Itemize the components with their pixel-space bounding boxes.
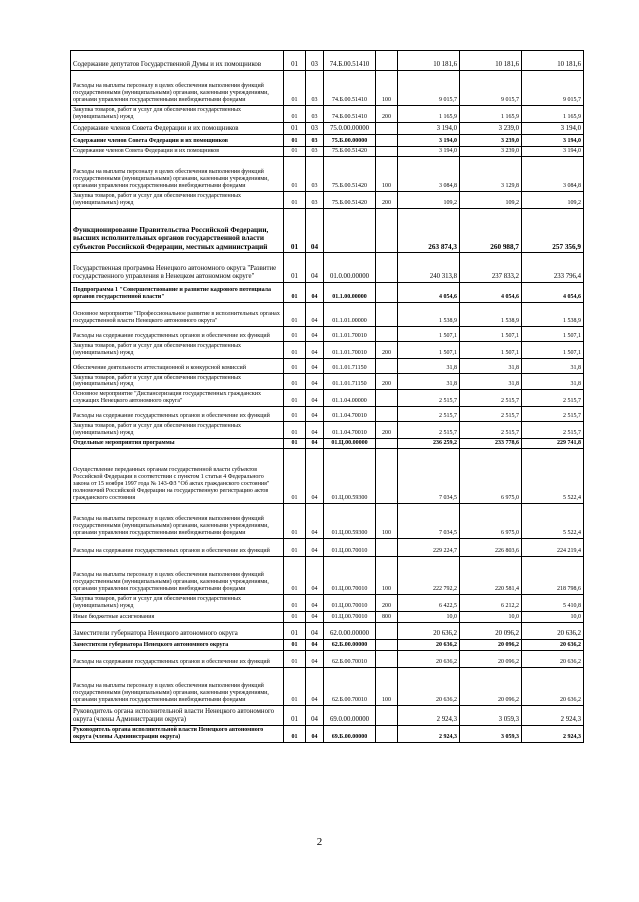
table-row	[71, 106, 584, 123]
amount-year-3: 20 636,2	[522, 667, 584, 705]
section-code: 01	[284, 438, 306, 448]
table-row	[71, 407, 584, 422]
section-code: 01	[284, 594, 306, 611]
article-code: 01.1.04.00000	[324, 390, 376, 407]
expense-type-code	[376, 122, 398, 134]
expense-type-code: 800	[376, 611, 398, 622]
article-code: 01.1.00.00000	[324, 282, 376, 302]
amount-year-2: 1 538,9	[460, 302, 522, 326]
amount-year-3: 1 507,1	[522, 341, 584, 358]
article-code: 01.Ц.00.59300	[324, 448, 376, 503]
subsection-code: 03	[306, 106, 324, 123]
subsection-code: 04	[306, 282, 324, 302]
expense-type-code: 200	[376, 373, 398, 390]
table-row	[71, 358, 584, 373]
amount-year-2: 1 507,1	[460, 341, 522, 358]
amount-year-2: 2 515,7	[460, 390, 522, 407]
expense-type-code	[376, 282, 398, 302]
subsection-code: 04	[306, 341, 324, 358]
section-code: 01	[284, 134, 306, 146]
section-code: 01	[284, 667, 306, 705]
article-code	[324, 208, 376, 252]
amount-year-2: 20 096,2	[460, 622, 522, 639]
expense-type-code	[376, 390, 398, 407]
amount-year-3: 2 924,3	[522, 725, 584, 742]
amount-year-1: 2 924,3	[398, 725, 460, 742]
amount-year-3: 3 084,8	[522, 156, 584, 191]
table-body	[71, 51, 584, 743]
expense-type-code	[376, 326, 398, 341]
table-row	[71, 667, 584, 705]
article-code: 75.0.00.00000	[324, 122, 376, 134]
article-code: 62.0.00.00000	[324, 622, 376, 639]
amount-year-3: 20 636,2	[522, 650, 584, 667]
article-code: 74.Б.00.51410	[324, 71, 376, 106]
expense-type-code	[376, 725, 398, 742]
subsection-code: 04	[306, 725, 324, 742]
section-code: 01	[284, 611, 306, 622]
article-code: 01.0.00.00000	[324, 252, 376, 282]
table-row	[71, 282, 584, 302]
section-code: 01	[284, 51, 306, 71]
subsection-code: 04	[306, 302, 324, 326]
amount-year-1: 2 924,3	[398, 705, 460, 725]
table-row	[71, 556, 584, 594]
expense-type-code	[376, 302, 398, 326]
amount-year-1: 1 507,1	[398, 326, 460, 341]
row-name: Расходы на выплаты персоналу в целях обеспечения выполнения функций государственными (муниципальными) органами, казенными учреждениями, органами управления государственными внебюджетными фондами	[71, 556, 284, 594]
amount-year-3: 1 507,1	[522, 326, 584, 341]
amount-year-2: 1 507,1	[460, 326, 522, 341]
row-name: Расходы на содержание государственных органов и обеспечение их функций	[71, 326, 284, 341]
amount-year-3: 1 538,9	[522, 302, 584, 326]
article-code: 01.1.01.00000	[324, 302, 376, 326]
amount-year-2: 10,0	[460, 611, 522, 622]
amount-year-1: 1 165,9	[398, 106, 460, 123]
section-code: 01	[284, 422, 306, 439]
article-code: 01.1.01.70010	[324, 326, 376, 341]
section-code: 01	[284, 639, 306, 650]
section-code: 01	[284, 705, 306, 725]
section-code: 01	[284, 390, 306, 407]
amount-year-3: 10 181,6	[522, 51, 584, 71]
amount-year-2: 2 515,7	[460, 407, 522, 422]
row-name: Иные бюджетные ассигнования	[71, 611, 284, 622]
expense-type-code	[376, 705, 398, 725]
expense-type-code	[376, 622, 398, 639]
expense-type-code	[376, 208, 398, 252]
amount-year-3: 224 219,4	[522, 538, 584, 556]
subsection-code: 04	[306, 448, 324, 503]
section-code: 01	[284, 407, 306, 422]
row-name: Расходы на выплаты персоналу в целях обеспечения выполнения функций государственными (муниципальными) органами, казенными учреждениями, органами управления государственными внебюджетными фондами	[71, 156, 284, 191]
subsection-code: 04	[306, 594, 324, 611]
row-name: Расходы на выплаты персоналу в целях обеспечения выполнения функций государственными (муниципальными) органами, казенными учреждениями, органами управления государственными внебюджетными фондами	[71, 667, 284, 705]
table-row	[71, 51, 584, 71]
table-row	[71, 122, 584, 134]
row-name: Расходы на содержание государственных органов и обеспечение их функций	[71, 650, 284, 667]
table-row	[71, 71, 584, 106]
amount-year-2: 10 181,6	[460, 51, 522, 71]
row-name: Расходы на содержание государственных органов и обеспечение их функций	[71, 407, 284, 422]
amount-year-1: 222 792,2	[398, 556, 460, 594]
section-code: 01	[284, 448, 306, 503]
row-name: Основное мероприятие "Диспансеризация государственных гражданских служащих Ненецкого автономного округа"	[71, 390, 284, 407]
row-name: Содержание членов Совета Федерации и их помощников	[71, 134, 284, 146]
amount-year-1: 31,8	[398, 373, 460, 390]
expense-type-code: 100	[376, 71, 398, 106]
section-code: 01	[284, 622, 306, 639]
amount-year-2: 3 239,0	[460, 122, 522, 134]
expense-type-code: 100	[376, 503, 398, 538]
section-code: 01	[284, 556, 306, 594]
expense-type-code	[376, 407, 398, 422]
table-row	[71, 156, 584, 191]
section-code: 01	[284, 725, 306, 742]
amount-year-3: 109,2	[522, 191, 584, 208]
article-code: 62.Б.00.00000	[324, 639, 376, 650]
subsection-code: 04	[306, 438, 324, 448]
article-code: 01.1.01.71150	[324, 358, 376, 373]
section-code: 01	[284, 373, 306, 390]
expense-type-code	[376, 134, 398, 146]
table-row	[71, 594, 584, 611]
subsection-code: 03	[306, 122, 324, 134]
subsection-code: 04	[306, 622, 324, 639]
expense-type-code	[376, 51, 398, 71]
article-code: 01.Ц.00.70010	[324, 538, 376, 556]
amount-year-3: 10,0	[522, 611, 584, 622]
section-code: 01	[284, 252, 306, 282]
row-name: Государственная программа Ненецкого автономного округа "Развитие государственного управления в Ненецком автономном округе"	[71, 252, 284, 282]
expense-type-code	[376, 538, 398, 556]
amount-year-1: 240 313,8	[398, 252, 460, 282]
amount-year-1: 10,0	[398, 611, 460, 622]
amount-year-3: 233 796,4	[522, 252, 584, 282]
article-code: 01.1.04.70010	[324, 407, 376, 422]
table-row	[71, 326, 584, 341]
row-name: Расходы на содержание государственных органов и обеспечение их функций	[71, 538, 284, 556]
article-code: 74.Б.00.51410	[324, 51, 376, 71]
expense-type-code	[376, 252, 398, 282]
subsection-code: 04	[306, 503, 324, 538]
budget-table	[70, 50, 584, 743]
amount-year-1: 20 636,2	[398, 650, 460, 667]
article-code: 62.Б.00.70010	[324, 650, 376, 667]
expense-type-code	[376, 358, 398, 373]
row-name: Содержание членов Совета Федерации и их помощников	[71, 146, 284, 156]
amount-year-3: 4 054,6	[522, 282, 584, 302]
amount-year-2: 260 988,7	[460, 208, 522, 252]
subsection-code: 04	[306, 556, 324, 594]
amount-year-1: 1 507,1	[398, 341, 460, 358]
expense-type-code	[376, 639, 398, 650]
row-name: Функционирование Правительства Российской Федерации, высших исполнительных органов государственной власти субъектов Российской Федерации, местных администраций	[71, 208, 284, 252]
section-code: 01	[284, 326, 306, 341]
expense-type-code	[376, 438, 398, 448]
table-row	[71, 725, 584, 742]
amount-year-1: 229 224,7	[398, 538, 460, 556]
amount-year-1: 263 874,3	[398, 208, 460, 252]
section-code: 01	[284, 302, 306, 326]
subsection-code: 03	[306, 146, 324, 156]
row-name: Содержание депутатов Государственной Думы и их помощников	[71, 51, 284, 71]
article-code: 01.Ц.00.00000	[324, 438, 376, 448]
expense-type-code: 100	[376, 156, 398, 191]
subsection-code: 03	[306, 191, 324, 208]
row-name: Закупка товаров, работ и услуг для обеспечения государственных (муниципальных) нужд	[71, 191, 284, 208]
amount-year-3: 2 924,3	[522, 705, 584, 725]
amount-year-2: 3 239,0	[460, 134, 522, 146]
subsection-code: 04	[306, 208, 324, 252]
article-code: 01.Ц.00.70010	[324, 611, 376, 622]
subsection-code: 04	[306, 358, 324, 373]
table-row	[71, 503, 584, 538]
row-name: Руководитель органа исполнительной власти Ненецкого автономного округа (члены Администрации округа)	[71, 705, 284, 725]
table-row	[71, 650, 584, 667]
amount-year-3: 5 410,8	[522, 594, 584, 611]
expense-type-code: 100	[376, 556, 398, 594]
table-row	[71, 302, 584, 326]
amount-year-3: 218 798,6	[522, 556, 584, 594]
subsection-code: 04	[306, 639, 324, 650]
amount-year-3: 3 194,0	[522, 146, 584, 156]
expense-type-code: 200	[376, 594, 398, 611]
table-row	[71, 373, 584, 390]
expense-type-code: 200	[376, 422, 398, 439]
amount-year-2: 31,8	[460, 373, 522, 390]
amount-year-1: 2 515,7	[398, 422, 460, 439]
subsection-code: 04	[306, 390, 324, 407]
table-row	[71, 191, 584, 208]
amount-year-1: 10 181,6	[398, 51, 460, 71]
subsection-code: 04	[306, 326, 324, 341]
page-number: 2	[316, 836, 323, 848]
row-name: Заместители губернатора Ненецкого автономного округа	[71, 639, 284, 650]
section-code: 01	[284, 358, 306, 373]
expense-type-code: 200	[376, 191, 398, 208]
article-code: 01.Ц.00.59300	[324, 503, 376, 538]
amount-year-3: 1 165,9	[522, 106, 584, 123]
section-code: 01	[284, 282, 306, 302]
row-name: Закупка товаров, работ и услуг для обеспечения государственных (муниципальных) нужд	[71, 341, 284, 358]
amount-year-2: 237 833,2	[460, 252, 522, 282]
article-code: 01.1.01.71150	[324, 373, 376, 390]
amount-year-3: 31,8	[522, 358, 584, 373]
amount-year-2: 2 515,7	[460, 422, 522, 439]
amount-year-1: 4 054,6	[398, 282, 460, 302]
row-name: Закупка товаров, работ и услуг для обеспечения государственных (муниципальных) нужд	[71, 594, 284, 611]
section-code: 01	[284, 71, 306, 106]
amount-year-2: 1 165,9	[460, 106, 522, 123]
amount-year-2: 6 212,2	[460, 594, 522, 611]
amount-year-1: 109,2	[398, 191, 460, 208]
amount-year-2: 20 096,2	[460, 667, 522, 705]
amount-year-2: 20 096,2	[460, 650, 522, 667]
table-row	[71, 252, 584, 282]
subsection-code: 03	[306, 71, 324, 106]
amount-year-2: 6 975,0	[460, 503, 522, 538]
subsection-code: 03	[306, 156, 324, 191]
amount-year-1: 20 636,2	[398, 639, 460, 650]
row-name: Подпрограмма 1 "Совершенствование и развитие кадрового потенциала органов государственной власти"	[71, 282, 284, 302]
amount-year-1: 9 015,7	[398, 71, 460, 106]
row-name: Осуществление переданных органам государственной власти субъектов Российской Федерации в соответствии с пунктом 1 статьи 4 Федерального закона от 15 ноября 1997 года № 143-ФЗ "Об актах гражданского состояния" полномочий Российской Федерации на государственную регистрацию актов гражданского состояния	[71, 448, 284, 503]
section-code: 01	[284, 106, 306, 123]
table-row	[71, 639, 584, 650]
amount-year-1: 2 515,7	[398, 407, 460, 422]
article-code: 01.Ц.00.70010	[324, 556, 376, 594]
amount-year-1: 7 034,5	[398, 448, 460, 503]
amount-year-2: 226 803,6	[460, 538, 522, 556]
section-code: 01	[284, 341, 306, 358]
amount-year-3: 2 515,7	[522, 390, 584, 407]
row-name: Расходы на выплаты персоналу в целях обеспечения выполнения функций государственными (муниципальными) органами, казенными учреждениями, органами управления государственными внебюджетными фондами	[71, 503, 284, 538]
amount-year-1: 20 636,2	[398, 667, 460, 705]
table-row	[71, 705, 584, 725]
amount-year-3: 3 194,0	[522, 134, 584, 146]
table-row	[71, 448, 584, 503]
table-row	[71, 422, 584, 439]
table-row	[71, 538, 584, 556]
subsection-code: 04	[306, 705, 324, 725]
amount-year-2: 31,8	[460, 358, 522, 373]
table-row	[71, 208, 584, 252]
amount-year-3: 229 741,8	[522, 438, 584, 448]
amount-year-1: 1 538,9	[398, 302, 460, 326]
amount-year-2: 233 778,6	[460, 438, 522, 448]
amount-year-1: 3 194,0	[398, 146, 460, 156]
amount-year-2: 220 581,4	[460, 556, 522, 594]
amount-year-1: 6 422,5	[398, 594, 460, 611]
subsection-code: 04	[306, 252, 324, 282]
amount-year-1: 2 515,7	[398, 390, 460, 407]
section-code: 01	[284, 156, 306, 191]
subsection-code: 04	[306, 407, 324, 422]
article-code: 69.Б.00.00000	[324, 725, 376, 742]
row-name: Основное мероприятие "Профессиональное развитие в исполнительных органах государственной власти Ненецкого автономного округа"	[71, 302, 284, 326]
row-name: Закупка товаров, работ и услуг для обеспечения государственных (муниципальных) нужд	[71, 373, 284, 390]
amount-year-1: 3 084,8	[398, 156, 460, 191]
section-code: 01	[284, 650, 306, 667]
table-row	[71, 390, 584, 407]
amount-year-1: 3 194,0	[398, 122, 460, 134]
amount-year-3: 2 515,7	[522, 422, 584, 439]
amount-year-3: 20 636,2	[522, 622, 584, 639]
row-name: Расходы на выплаты персоналу в целях обеспечения выполнения функций государственными (муниципальными) органами, казенными учреждениями, органами управления государственными внебюджетными фондами	[71, 71, 284, 106]
expense-type-code: 100	[376, 667, 398, 705]
section-code: 01	[284, 122, 306, 134]
amount-year-2: 9 015,7	[460, 71, 522, 106]
section-code: 01	[284, 503, 306, 538]
article-code: 75.Б.00.51420	[324, 191, 376, 208]
amount-year-3: 5 522,4	[522, 503, 584, 538]
table-row	[71, 622, 584, 639]
amount-year-3: 2 515,7	[522, 407, 584, 422]
amount-year-2: 6 975,0	[460, 448, 522, 503]
amount-year-3: 3 194,0	[522, 122, 584, 134]
article-code: 75.Б.00.51420	[324, 156, 376, 191]
amount-year-3: 31,8	[522, 373, 584, 390]
amount-year-1: 7 034,5	[398, 503, 460, 538]
amount-year-1: 20 636,2	[398, 622, 460, 639]
row-name: Обеспечение деятельности аттестационной и конкурсной комиссий	[71, 358, 284, 373]
table-row	[71, 134, 584, 146]
row-name: Заместители губернатора Ненецкого автономного округа	[71, 622, 284, 639]
subsection-code: 04	[306, 667, 324, 705]
amount-year-1: 31,8	[398, 358, 460, 373]
amount-year-3: 257 356,9	[522, 208, 584, 252]
amount-year-2: 3 239,0	[460, 146, 522, 156]
amount-year-3: 5 522,4	[522, 448, 584, 503]
amount-year-1: 236 259,2	[398, 438, 460, 448]
article-code: 74.Б.00.51410	[324, 106, 376, 123]
expense-type-code: 200	[376, 106, 398, 123]
amount-year-2: 109,2	[460, 191, 522, 208]
subsection-code: 03	[306, 134, 324, 146]
article-code: 75.Б.00.51420	[324, 146, 376, 156]
table-row	[71, 611, 584, 622]
amount-year-2: 4 054,6	[460, 282, 522, 302]
subsection-code: 04	[306, 373, 324, 390]
article-code: 01.1.04.70010	[324, 422, 376, 439]
subsection-code: 04	[306, 422, 324, 439]
row-name: Закупка товаров, работ и услуг для обеспечения государственных (муниципальных) нужд	[71, 106, 284, 123]
section-code: 01	[284, 191, 306, 208]
expense-type-code	[376, 650, 398, 667]
expense-type-code	[376, 146, 398, 156]
row-name: Отдельные мероприятия программы	[71, 438, 284, 448]
article-code: 62.Б.00.70010	[324, 667, 376, 705]
amount-year-3: 20 636,2	[522, 639, 584, 650]
row-name: Закупка товаров, работ и услуг для обеспечения государственных (муниципальных) нужд	[71, 422, 284, 439]
expense-type-code	[376, 448, 398, 503]
subsection-code: 04	[306, 611, 324, 622]
section-code: 01	[284, 208, 306, 252]
amount-year-1: 3 194,0	[398, 134, 460, 146]
section-code: 01	[284, 146, 306, 156]
section-code: 01	[284, 538, 306, 556]
article-code: 69.0.00.00000	[324, 705, 376, 725]
subsection-code: 04	[306, 650, 324, 667]
amount-year-2: 3 059,3	[460, 725, 522, 742]
article-code: 75.Б.00.00000	[324, 134, 376, 146]
article-code: 01.Ц.00.70010	[324, 594, 376, 611]
row-name: Руководитель органа исполнительной власти Ненецкого автономного округа (члены Администрации округа)	[71, 725, 284, 742]
subsection-code: 03	[306, 51, 324, 71]
table-row	[71, 341, 584, 358]
table-row	[71, 438, 584, 448]
article-code: 01.1.01.70010	[324, 341, 376, 358]
amount-year-3: 9 015,7	[522, 71, 584, 106]
amount-year-2: 3 059,3	[460, 705, 522, 725]
table-row	[71, 146, 584, 156]
expense-type-code: 200	[376, 341, 398, 358]
subsection-code: 04	[306, 538, 324, 556]
amount-year-2: 3 129,8	[460, 156, 522, 191]
amount-year-2: 20 096,2	[460, 639, 522, 650]
row-name: Содержание членов Совета Федерации и их помощников	[71, 122, 284, 134]
